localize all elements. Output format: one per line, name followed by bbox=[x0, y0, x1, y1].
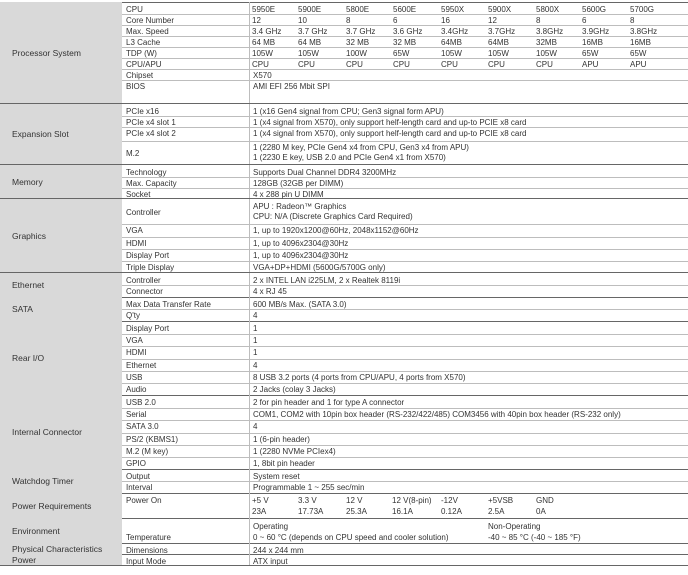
row-value: 4 bbox=[253, 422, 258, 431]
cpu-spec-cell: 32 MB bbox=[393, 38, 417, 47]
section-label-text: Physical Characteristics bbox=[12, 543, 103, 554]
section-label-expansion bbox=[0, 104, 122, 164]
row-value: 1, up to 4096x2304@30Hz bbox=[253, 239, 349, 248]
row-value: 8 USB 3.2 ports (4 ports from CPU/APU, 4 ports from X570) bbox=[253, 373, 466, 382]
row-label: Max. Speed bbox=[126, 27, 169, 36]
cpu-spec-cell: 3.7 GHz bbox=[346, 27, 376, 36]
row-label: CPU bbox=[126, 5, 143, 14]
power-rail-label: GND bbox=[536, 496, 554, 505]
row-label: Input Mode bbox=[126, 557, 167, 566]
section-label-text: Processor System bbox=[12, 47, 81, 58]
row-label: Technology bbox=[126, 168, 167, 177]
cpu-spec-cell: CPU bbox=[488, 60, 505, 69]
row-value: 1 (x4 signal from X570), only support helf-length card and up-to PCIE x8 card bbox=[253, 129, 527, 138]
cpu-spec-cell: 12 bbox=[488, 16, 497, 25]
cpu-spec-cell: 105W bbox=[298, 49, 319, 58]
row-label: Display Port bbox=[126, 324, 170, 333]
section-label-environment bbox=[0, 518, 122, 543]
row-label: HDMI bbox=[126, 348, 147, 357]
row-label: USB 2.0 bbox=[126, 398, 156, 407]
row-value-line: 1 (2280 M key, PCIe Gen4 x4 from CPU, Gen3 x4 from APU) bbox=[253, 143, 469, 152]
row-label: VGA bbox=[126, 336, 143, 345]
cpu-spec-cell: 5800E bbox=[346, 5, 370, 14]
cpu-spec-cell: 32 MB bbox=[346, 38, 370, 47]
row-label: Temperature bbox=[126, 533, 171, 542]
section-rule bbox=[0, 565, 688, 566]
section-label-sata bbox=[0, 297, 122, 321]
cpu-spec-cell: 6 bbox=[393, 16, 398, 25]
row-label: Display Port bbox=[126, 251, 170, 260]
row-label: Core Number bbox=[126, 16, 175, 25]
section-label-text: Environment bbox=[12, 525, 60, 536]
row-label: Controller bbox=[126, 208, 161, 217]
section-label-power bbox=[0, 554, 122, 565]
operating-temperature: 0 ~ 60 °C (depends on CPU speed and cooler solution) bbox=[253, 533, 449, 542]
row-label: M.2 bbox=[126, 149, 140, 158]
cpu-spec-cell: APU bbox=[582, 60, 599, 69]
cpu-spec-cell: 5700G bbox=[630, 5, 655, 14]
cpu-spec-cell: 64MB bbox=[488, 38, 509, 47]
row-label: Interval bbox=[126, 483, 153, 492]
row-value: ATX input bbox=[253, 557, 288, 566]
row-rule bbox=[122, 285, 688, 286]
row-label: PS/2 (KBMS1) bbox=[126, 435, 179, 444]
row-label: Max. Capacity bbox=[126, 179, 177, 188]
cpu-spec-cell: CPU bbox=[346, 60, 363, 69]
power-rail-value: 0A bbox=[536, 507, 546, 516]
cpu-spec-cell: 16MB bbox=[630, 38, 651, 47]
cpu-spec-cell: 5800X bbox=[536, 5, 560, 14]
cpu-spec-cell: 100W bbox=[346, 49, 367, 58]
cpu-spec-cell: 3.6 GHz bbox=[393, 27, 423, 36]
row-label: GPIO bbox=[126, 459, 147, 468]
row-value: 1, up to 1920x1200@60Hz, 2048x1152@60Hz bbox=[253, 226, 419, 235]
column-divider bbox=[249, 518, 250, 543]
row-label: Connector bbox=[126, 287, 163, 296]
row-rule bbox=[122, 383, 688, 384]
cpu-spec-cell: 105W bbox=[252, 49, 273, 58]
cpu-spec-cell: 3.7 GHz bbox=[298, 27, 328, 36]
column-divider bbox=[249, 104, 250, 164]
row-value: 4 x RJ 45 bbox=[253, 287, 287, 296]
cpu-spec-cell: 8 bbox=[630, 16, 635, 25]
row-rule bbox=[122, 457, 688, 458]
row-value: 1, 8bit pin header bbox=[253, 459, 315, 468]
section-label-text: Internal Connector bbox=[12, 427, 82, 437]
cpu-spec-cell: 105W bbox=[441, 49, 462, 58]
power-rail-value: 2.5A bbox=[488, 507, 505, 516]
row-value: System reset bbox=[253, 472, 300, 481]
cpu-spec-cell: 5600E bbox=[393, 5, 417, 14]
row-value: Programmable 1 ~ 255 sec/min bbox=[253, 483, 365, 492]
power-rail-value: 23A bbox=[252, 507, 267, 516]
row-value: 1 bbox=[253, 336, 258, 345]
row-value: 244 x 244 mm bbox=[253, 546, 304, 555]
row-value: COM1, COM2 with 10pin box header (RS-232/422/485) COM3456 with 40pin box header (RS-232 only) bbox=[253, 410, 621, 419]
column-divider bbox=[249, 2, 250, 103]
row-label: Dimensions bbox=[126, 546, 168, 555]
row-label: USB bbox=[126, 373, 143, 382]
column-divider bbox=[249, 165, 250, 198]
cpu-spec-cell: 32MB bbox=[536, 38, 557, 47]
row-label: BIOS bbox=[126, 82, 146, 91]
cpu-spec-cell: 3.8GHz bbox=[630, 27, 658, 36]
cpu-spec-cell: 65W bbox=[582, 49, 599, 58]
cpu-spec-cell: 64 MB bbox=[298, 38, 322, 47]
column-divider bbox=[249, 543, 250, 554]
row-value: Supports Dual Channel DDR4 3200MHz bbox=[253, 168, 397, 177]
row-rule bbox=[122, 249, 688, 250]
section-label-text: Memory bbox=[12, 176, 43, 187]
row-label: Power On bbox=[126, 496, 162, 505]
row-rule bbox=[122, 359, 688, 360]
row-label: M.2 (M key) bbox=[126, 447, 169, 456]
row-label: VGA bbox=[126, 226, 143, 235]
power-rail-value: 25.3A bbox=[346, 507, 367, 516]
row-label: Ethernet bbox=[126, 361, 157, 370]
power-rail-value: 17.73A bbox=[298, 507, 324, 516]
row-rule bbox=[122, 481, 688, 482]
row-rule bbox=[122, 346, 688, 347]
row-label: HDMI bbox=[126, 239, 147, 248]
cpu-spec-cell: 16MB bbox=[582, 38, 603, 47]
row-value: X570 bbox=[253, 71, 272, 80]
section-label-power_req bbox=[0, 493, 122, 518]
row-value-line: APU : Radeon™ Graphics bbox=[253, 202, 347, 211]
row-rule bbox=[122, 334, 688, 335]
section-label-text: Power bbox=[12, 554, 37, 565]
row-label: Controller bbox=[126, 276, 161, 285]
section-label-internal bbox=[0, 395, 122, 469]
cpu-spec-cell: 8 bbox=[536, 16, 541, 25]
row-label: Chipset bbox=[126, 71, 154, 80]
cpu-spec-cell: 64MB bbox=[441, 38, 462, 47]
row-rule bbox=[122, 177, 688, 178]
row-rule bbox=[122, 433, 688, 434]
row-label: SATA 3.0 bbox=[126, 422, 159, 431]
cpu-spec-cell: 5900E bbox=[298, 5, 322, 14]
cpu-spec-cell: 5900X bbox=[488, 5, 512, 14]
row-value: 1 (x4 signal from X570), only support helf-length card and up-to PCIE x8 card bbox=[253, 118, 527, 127]
column-divider bbox=[249, 493, 250, 518]
row-label: Audio bbox=[126, 385, 147, 394]
row-value: 1 bbox=[253, 324, 258, 333]
power-rail-value: 16.1A bbox=[392, 507, 413, 516]
row-rule bbox=[122, 80, 688, 81]
cpu-spec-cell: 12 bbox=[252, 16, 261, 25]
cpu-spec-cell: 3.8GHz bbox=[536, 27, 564, 36]
row-value: 600 MB/s Max. (SATA 3.0) bbox=[253, 300, 347, 309]
row-rule bbox=[122, 309, 688, 310]
row-label: PCIe x16 bbox=[126, 107, 159, 116]
cpu-spec-cell: 65W bbox=[393, 49, 410, 58]
power-rail-label: -12V bbox=[441, 496, 458, 505]
row-label: Output bbox=[126, 472, 151, 481]
power-rail-label: 12 V bbox=[346, 496, 363, 505]
row-label: Serial bbox=[126, 410, 147, 419]
row-value: 4 bbox=[253, 311, 258, 320]
row-value: 4 x 288 pin U DIMM bbox=[253, 190, 324, 199]
cpu-spec-cell: 3.7GHz bbox=[488, 27, 516, 36]
row-value: 1 bbox=[253, 348, 258, 357]
row-label: Max Data Transfer Rate bbox=[126, 300, 211, 309]
section-label-text: Watchdog Timer bbox=[12, 476, 74, 486]
cpu-spec-cell: CPU bbox=[536, 60, 553, 69]
section-label-physical bbox=[0, 543, 122, 554]
cpu-spec-cell: CPU bbox=[298, 60, 315, 69]
section-label-text: Power Requirements bbox=[12, 500, 92, 511]
row-rule bbox=[122, 237, 688, 238]
row-value: 4 bbox=[253, 361, 258, 370]
power-rail-value: 0.12A bbox=[441, 507, 462, 516]
cpu-spec-cell: 5600G bbox=[582, 5, 607, 14]
row-label: PCIe x4 slot 1 bbox=[126, 118, 176, 127]
row-label: Socket bbox=[126, 190, 151, 199]
cpu-spec-cell: 105W bbox=[536, 49, 557, 58]
row-value: 1 (x16 Gen4 signal from CPU; Gen3 signal form APU) bbox=[253, 107, 444, 116]
cpu-spec-cell: 6 bbox=[582, 16, 587, 25]
row-label: TDP (W) bbox=[126, 49, 157, 58]
row-value: 1 (2280 NVMe PCIex4) bbox=[253, 447, 336, 456]
row-value: 1, up to 4096x2304@30Hz bbox=[253, 251, 349, 260]
operating-header: Operating bbox=[253, 522, 289, 531]
row-value: 2 for pin header and 1 for type A connector bbox=[253, 398, 405, 407]
cpu-spec-cell: 16 bbox=[441, 16, 450, 25]
section-label-text: Expansion Slot bbox=[12, 129, 69, 139]
row-value: 1 (6-pin header) bbox=[253, 435, 310, 444]
row-label: Triple Display bbox=[126, 263, 175, 272]
row-rule bbox=[122, 188, 688, 189]
cpu-spec-cell: 64 MB bbox=[252, 38, 276, 47]
row-value-line: 1 (2230 E key, USB 2.0 and PCIe Gen4 x1 from X570) bbox=[253, 153, 446, 162]
section-label-text: SATA bbox=[12, 304, 33, 314]
section-label-watchdog bbox=[0, 469, 122, 493]
cpu-spec-cell: CPU bbox=[252, 60, 269, 69]
section-label-reario bbox=[0, 321, 122, 395]
row-value: 128GB (32GB per DIMM) bbox=[253, 179, 344, 188]
row-rule bbox=[122, 261, 688, 262]
cpu-spec-cell: CPU bbox=[393, 60, 410, 69]
row-label: Q'ty bbox=[126, 311, 140, 320]
cpu-spec-cell: 105W bbox=[488, 49, 509, 58]
section-label-text: Graphics bbox=[12, 230, 47, 241]
cpu-spec-cell: 3.9GHz bbox=[582, 27, 610, 36]
row-label: PCIe x4 slot 2 bbox=[126, 129, 176, 138]
cpu-spec-cell: APU bbox=[630, 60, 647, 69]
cpu-spec-cell: 5950E bbox=[252, 5, 276, 14]
column-divider bbox=[249, 554, 250, 565]
section-label-ethernet bbox=[0, 273, 122, 297]
row-value: AMI EFI 256 Mbit SPI bbox=[253, 82, 330, 91]
section-label-graphics bbox=[0, 199, 122, 272]
power-rail-label: +5 V bbox=[252, 496, 269, 505]
section-label-processor bbox=[0, 2, 122, 103]
row-label: CPU/APU bbox=[126, 60, 162, 69]
cpu-spec-cell: 3.4GHz bbox=[441, 27, 469, 36]
non-operating-header: Non-Operating bbox=[488, 522, 541, 531]
cpu-spec-cell: 5950X bbox=[441, 5, 465, 14]
row-label: L3 Cache bbox=[126, 38, 161, 47]
cpu-spec-cell: 10 bbox=[298, 16, 307, 25]
row-rule bbox=[122, 420, 688, 421]
non-operating-temperature: -40 ~ 85 °C (-40 ~ 185 °F) bbox=[488, 533, 581, 542]
power-rail-label: 12 V(8-pin) bbox=[392, 496, 432, 505]
row-value-line: CPU: N/A (Discrete Graphics Card Required) bbox=[253, 212, 413, 221]
cpu-spec-cell: 65W bbox=[630, 49, 647, 58]
cpu-spec-cell: CPU bbox=[441, 60, 458, 69]
row-value: VGA+DP+HDMI (5600G/5700G only) bbox=[253, 263, 386, 272]
power-rail-label: 3.3 V bbox=[298, 496, 317, 505]
cpu-spec-cell: 8 bbox=[346, 16, 351, 25]
row-value: 2 Jacks (colay 3 Jacks) bbox=[253, 385, 336, 394]
section-label-text: Rear I/O bbox=[12, 353, 45, 363]
row-value: 2 x INTEL LAN i225LM, 2 x Realtek 8119i bbox=[253, 276, 401, 285]
row-rule bbox=[122, 445, 688, 446]
power-rail-label: +5VSB bbox=[488, 496, 514, 505]
section-label-text: Ethernet bbox=[12, 280, 45, 290]
section-label-memory bbox=[0, 165, 122, 198]
cpu-spec-cell: 3.4 GHz bbox=[252, 27, 282, 36]
